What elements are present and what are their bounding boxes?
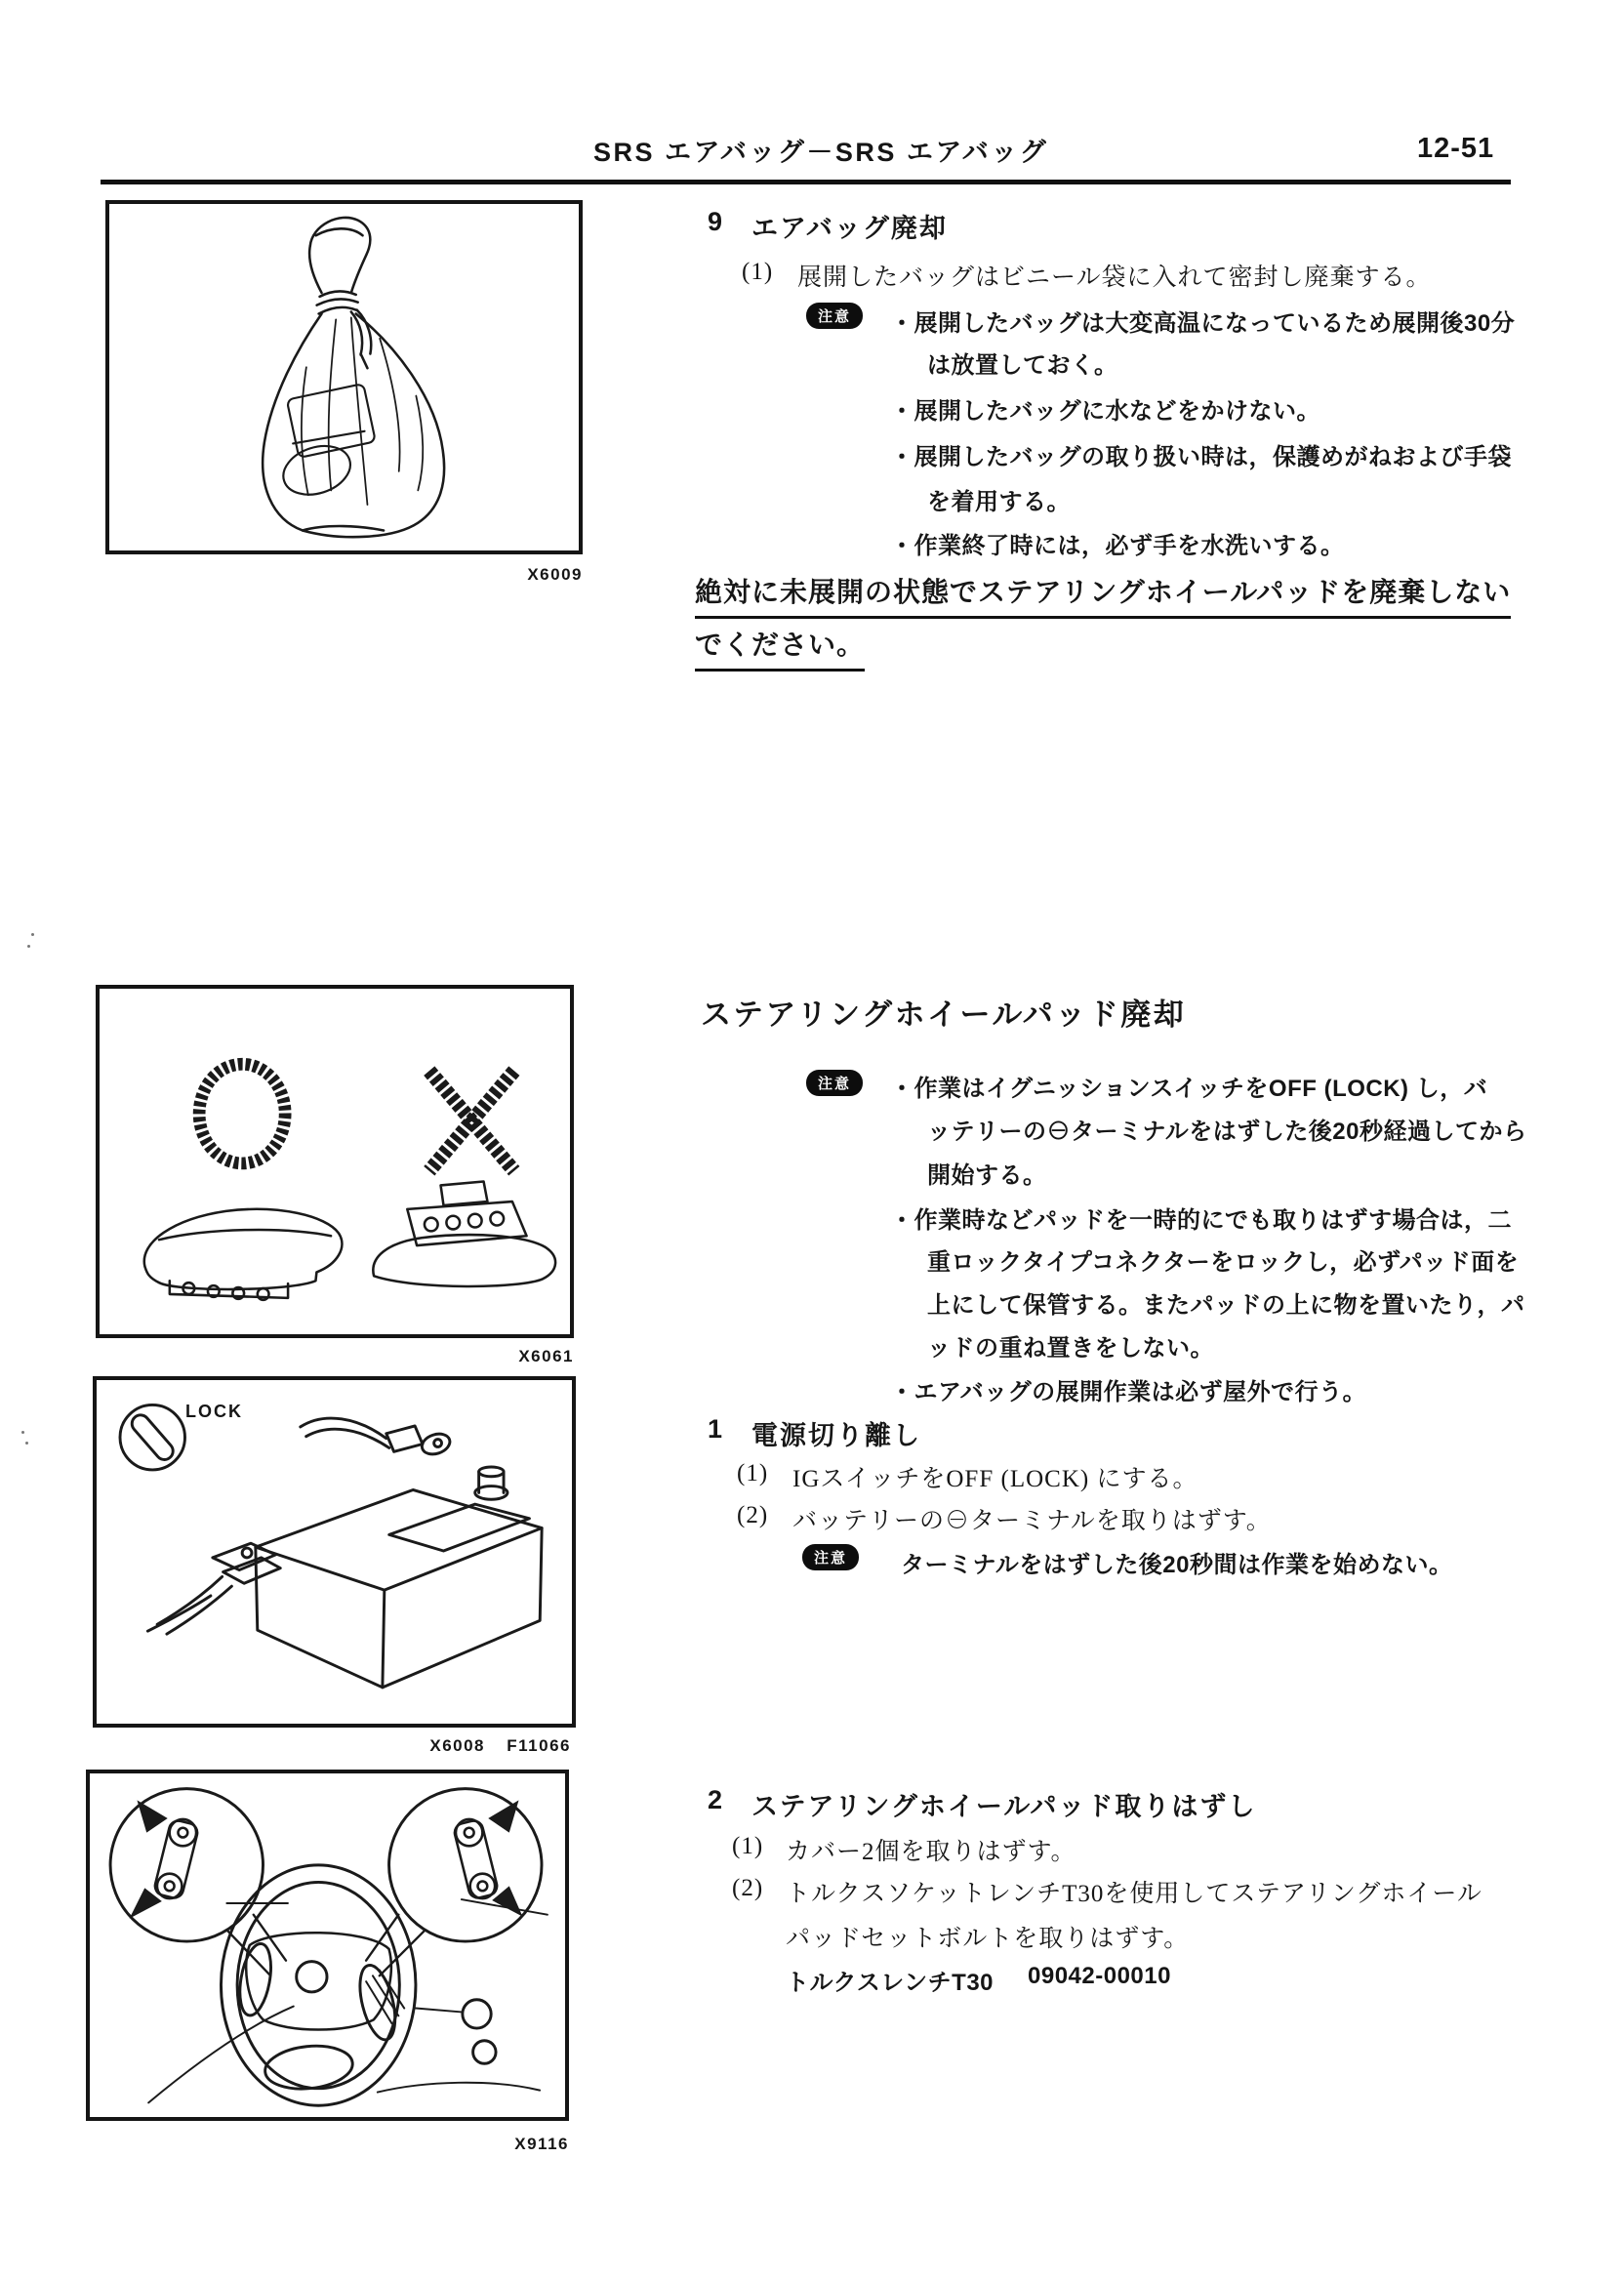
- figure-caption: X6009: [527, 565, 583, 584]
- lock-icon: [120, 1405, 184, 1469]
- caution-line: 上にして保管する。またパッドの上に物を置いたり，パ: [927, 1292, 1525, 1319]
- ng-cross-mark: [429, 1071, 514, 1171]
- page-title: SRS エアバッグ－SRS エアバッグ: [593, 138, 1049, 167]
- step-text: カバー2個を取りはずす。: [786, 1839, 1076, 1865]
- section-title-power-disconnect: 電源切り離し: [751, 1421, 921, 1450]
- step-text: トルクスソケットレンチT30を使用してステアリングホイール: [786, 1881, 1482, 1907]
- caution-line: ・作業終了時には，必ず手を水洗いする。: [890, 533, 1345, 559]
- key-slot-icon: [129, 1411, 177, 1463]
- step-number: (2): [732, 1875, 764, 1901]
- header-rule: [101, 180, 1511, 184]
- caution-line: ・展開したバッグの取り扱い時は，保護めがねおよび手袋: [890, 444, 1512, 470]
- tool-part-number: 09042-00010: [1028, 1963, 1171, 1989]
- page-number: 12-51: [1417, 133, 1495, 164]
- section-number: 9: [708, 207, 725, 236]
- section-number: 1: [708, 1414, 725, 1444]
- scan-artifact: [25, 1442, 28, 1445]
- ok-circle-mark: [199, 1064, 285, 1163]
- section-title-airbag-disposal: エアバッグ廃却: [751, 214, 948, 243]
- caution-badge: 注意: [806, 303, 863, 329]
- caution-line: ・展開したバッグに水などをかけない。: [890, 398, 1320, 425]
- figure-caption: [395, 1736, 571, 1756]
- figure-caption-code: X6008: [429, 1736, 486, 1755]
- step-text: IGスイッチをOFF (LOCK) にする。: [792, 1466, 1198, 1492]
- callout-circle-left: [110, 1789, 263, 1941]
- figure-caption: X9116: [514, 2135, 569, 2153]
- caution-badge: 注意: [806, 1070, 863, 1096]
- figure-steering-wheel: [86, 1770, 569, 2121]
- steering-wheel-drawing: [90, 1773, 565, 2117]
- scan-artifact: [21, 1431, 24, 1434]
- scan-artifact: [27, 945, 30, 948]
- warning-text: でください。: [695, 624, 865, 672]
- bag-drawing: [109, 204, 579, 550]
- warning-text: 絶対に未展開の状態でステアリングホイールパッドを廃棄しない: [695, 571, 1511, 619]
- figure-caption: X6061: [518, 1347, 574, 1365]
- caution-line: を着用する。: [927, 489, 1071, 515]
- figure-bagged-airbag: [105, 200, 583, 554]
- figure-pad-ok-ng: [96, 985, 574, 1338]
- figure-battery-disconnect: [93, 1376, 576, 1728]
- caution-line: ・作業はイグニッションスイッチをOFF (LOCK) し，バ: [890, 1076, 1488, 1102]
- step-number: (1): [732, 1833, 764, 1859]
- caution-line: 開始する。: [927, 1162, 1047, 1189]
- caution-badge: 注意: [802, 1544, 859, 1570]
- caution-line: ッドの重ね置きをしない。: [927, 1335, 1214, 1362]
- battery-drawing: [97, 1380, 572, 1724]
- step-number: (1): [742, 259, 774, 285]
- section-title-pad-removal: ステアリングホイールパッド取りはずし: [751, 1792, 1257, 1821]
- pad-ok-ng-drawing: [100, 989, 570, 1334]
- tool-name: トルクスレンチT30: [786, 1970, 995, 1996]
- caution-line: ・展開したバッグは大変高温になっているため展開後30分: [890, 310, 1516, 337]
- step-number: (1): [737, 1460, 769, 1486]
- step-text: バッテリーの⊖ターミナルを取りはずす。: [792, 1508, 1272, 1534]
- scan-artifact: [31, 933, 34, 936]
- caution-line: ・エアバッグの展開作業は必ず屋外で行う。: [890, 1379, 1367, 1405]
- callout-circle-right: [389, 1789, 542, 1941]
- section-number: 2: [708, 1785, 725, 1814]
- section-title-pad-disposal: ステアリングホイールパッド廃却: [701, 998, 1187, 1032]
- lock-label: LOCK: [185, 1402, 243, 1421]
- caution-line: ターミナルをはずした後20秒間は作業を始めない。: [901, 1552, 1453, 1578]
- caution-line: ・作業時などパッドを一時的にでも取りはずす場合は，二: [890, 1207, 1512, 1234]
- step-number: (2): [737, 1502, 769, 1528]
- caution-line: ッテリーの⊖ターミナルをはずした後20秒経過してから: [927, 1119, 1527, 1145]
- caution-line: は放置しておく。: [927, 352, 1118, 379]
- figure-caption-code: F11066: [507, 1736, 571, 1755]
- step-text: 展開したバッグはビニール袋に入れて密封し廃棄する。: [797, 265, 1432, 291]
- bolt-arrows-right: [488, 1800, 522, 1916]
- step-text: パッドセットボルトを取りはずす。: [786, 1926, 1190, 1952]
- caution-line: 重ロックタイプコネクターをロックし，必ずパッド面を: [927, 1249, 1520, 1276]
